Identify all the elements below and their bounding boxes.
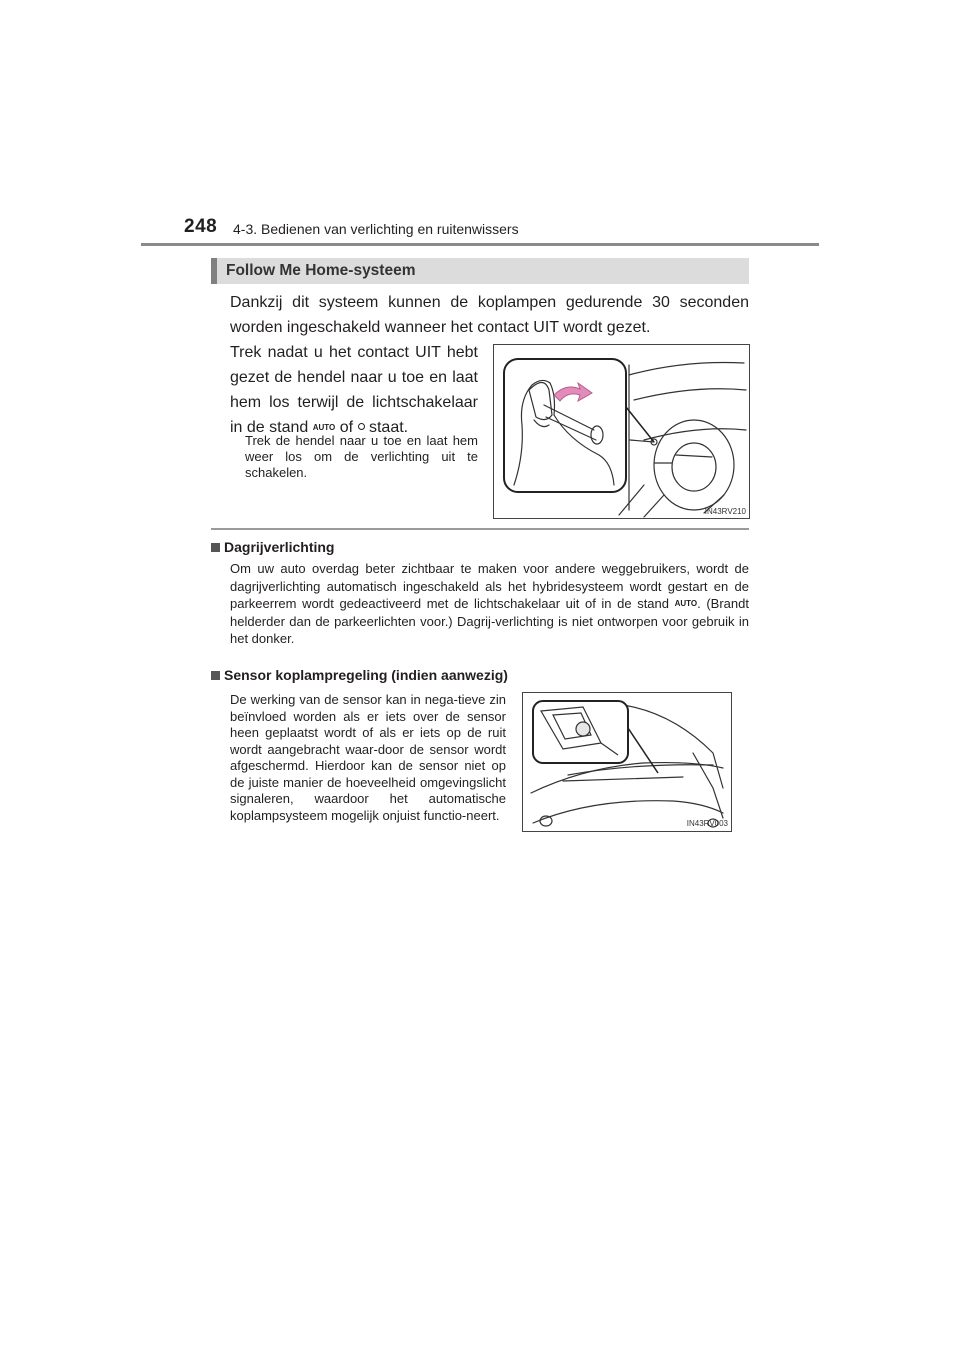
step-instruction bbox=[230, 340, 478, 440]
header-divider bbox=[141, 243, 819, 246]
step-text-part2: of bbox=[339, 419, 354, 436]
step-note: Trek de hendel naar u toe en laat hem weer los om de verlichting uit te schakelen. bbox=[245, 433, 478, 480]
lever-illustration bbox=[494, 345, 749, 518]
subsection-body: De werking van de sensor kan in nega-tieve zin beïnvloed worden als er iets over de sensor heen geplaatst wordt of als er iets op de ruit wordt aangebracht waar-door de sensor wordt afgeschermd. Hierdoor kan de sensor niet op de juiste manier de hoeveelheid omgevingslicht signaleren, waardoor het automatische koplampsysteem mogelijk onjuist functio-neert. bbox=[230, 692, 506, 823]
section-intro: Dankzij dit systeem kunnen de koplampen gedurende 30 seconden worden ingeschakeld wanneer het contact UIT wordt gezet. bbox=[230, 294, 749, 336]
lever-figure bbox=[493, 344, 750, 519]
subsection-heading: Dagrijverlichting bbox=[211, 539, 334, 555]
section-heading-accent bbox=[211, 258, 217, 284]
subsection-heading: Sensor koplampregeling (indien aanwezig) bbox=[211, 667, 508, 683]
figure-code: IN43RV210 bbox=[704, 507, 746, 516]
figure-code: IN43RV003 bbox=[686, 819, 728, 828]
chapter-title: 4-3. Bedienen van verlichting en ruitenwissers bbox=[233, 221, 519, 237]
step-text-part1: Trek nadat u het contact UIT hebt gezet de hendel naar u toe en laat hem los terwijl de lichtschakelaar in de stand bbox=[230, 344, 478, 436]
sensor-illustration bbox=[523, 693, 731, 831]
square-bullet-icon bbox=[211, 543, 220, 552]
section-title: Follow Me Home-systeem bbox=[226, 262, 416, 279]
auto-indicator-icon: AUTO bbox=[674, 599, 698, 608]
subsection-body: Om uw auto overdag beter zichtbaar te maken voor andere weggebruikers, wordt de dagrijverlichting automatisch ingeschakeld als het hybridesysteem wordt gestart en de parkeerrem wordt gedeactiveerd met de lichtschakelaar uit of in de stand AUTO. (Brandt helderder dan de parkeerlichten voor.) Dagrij-verlichting is niet ontworpen voor gebruik in het donker. bbox=[230, 561, 749, 646]
parking-light-indicator-icon bbox=[358, 423, 365, 430]
step-text-part3: staat. bbox=[368, 419, 409, 436]
page-number: 248 bbox=[184, 216, 218, 237]
sensor-figure bbox=[522, 692, 732, 832]
section-heading-bar bbox=[211, 258, 749, 284]
square-bullet-icon bbox=[211, 671, 220, 680]
section-divider bbox=[211, 528, 749, 530]
auto-indicator-icon: AUTO bbox=[312, 423, 336, 432]
